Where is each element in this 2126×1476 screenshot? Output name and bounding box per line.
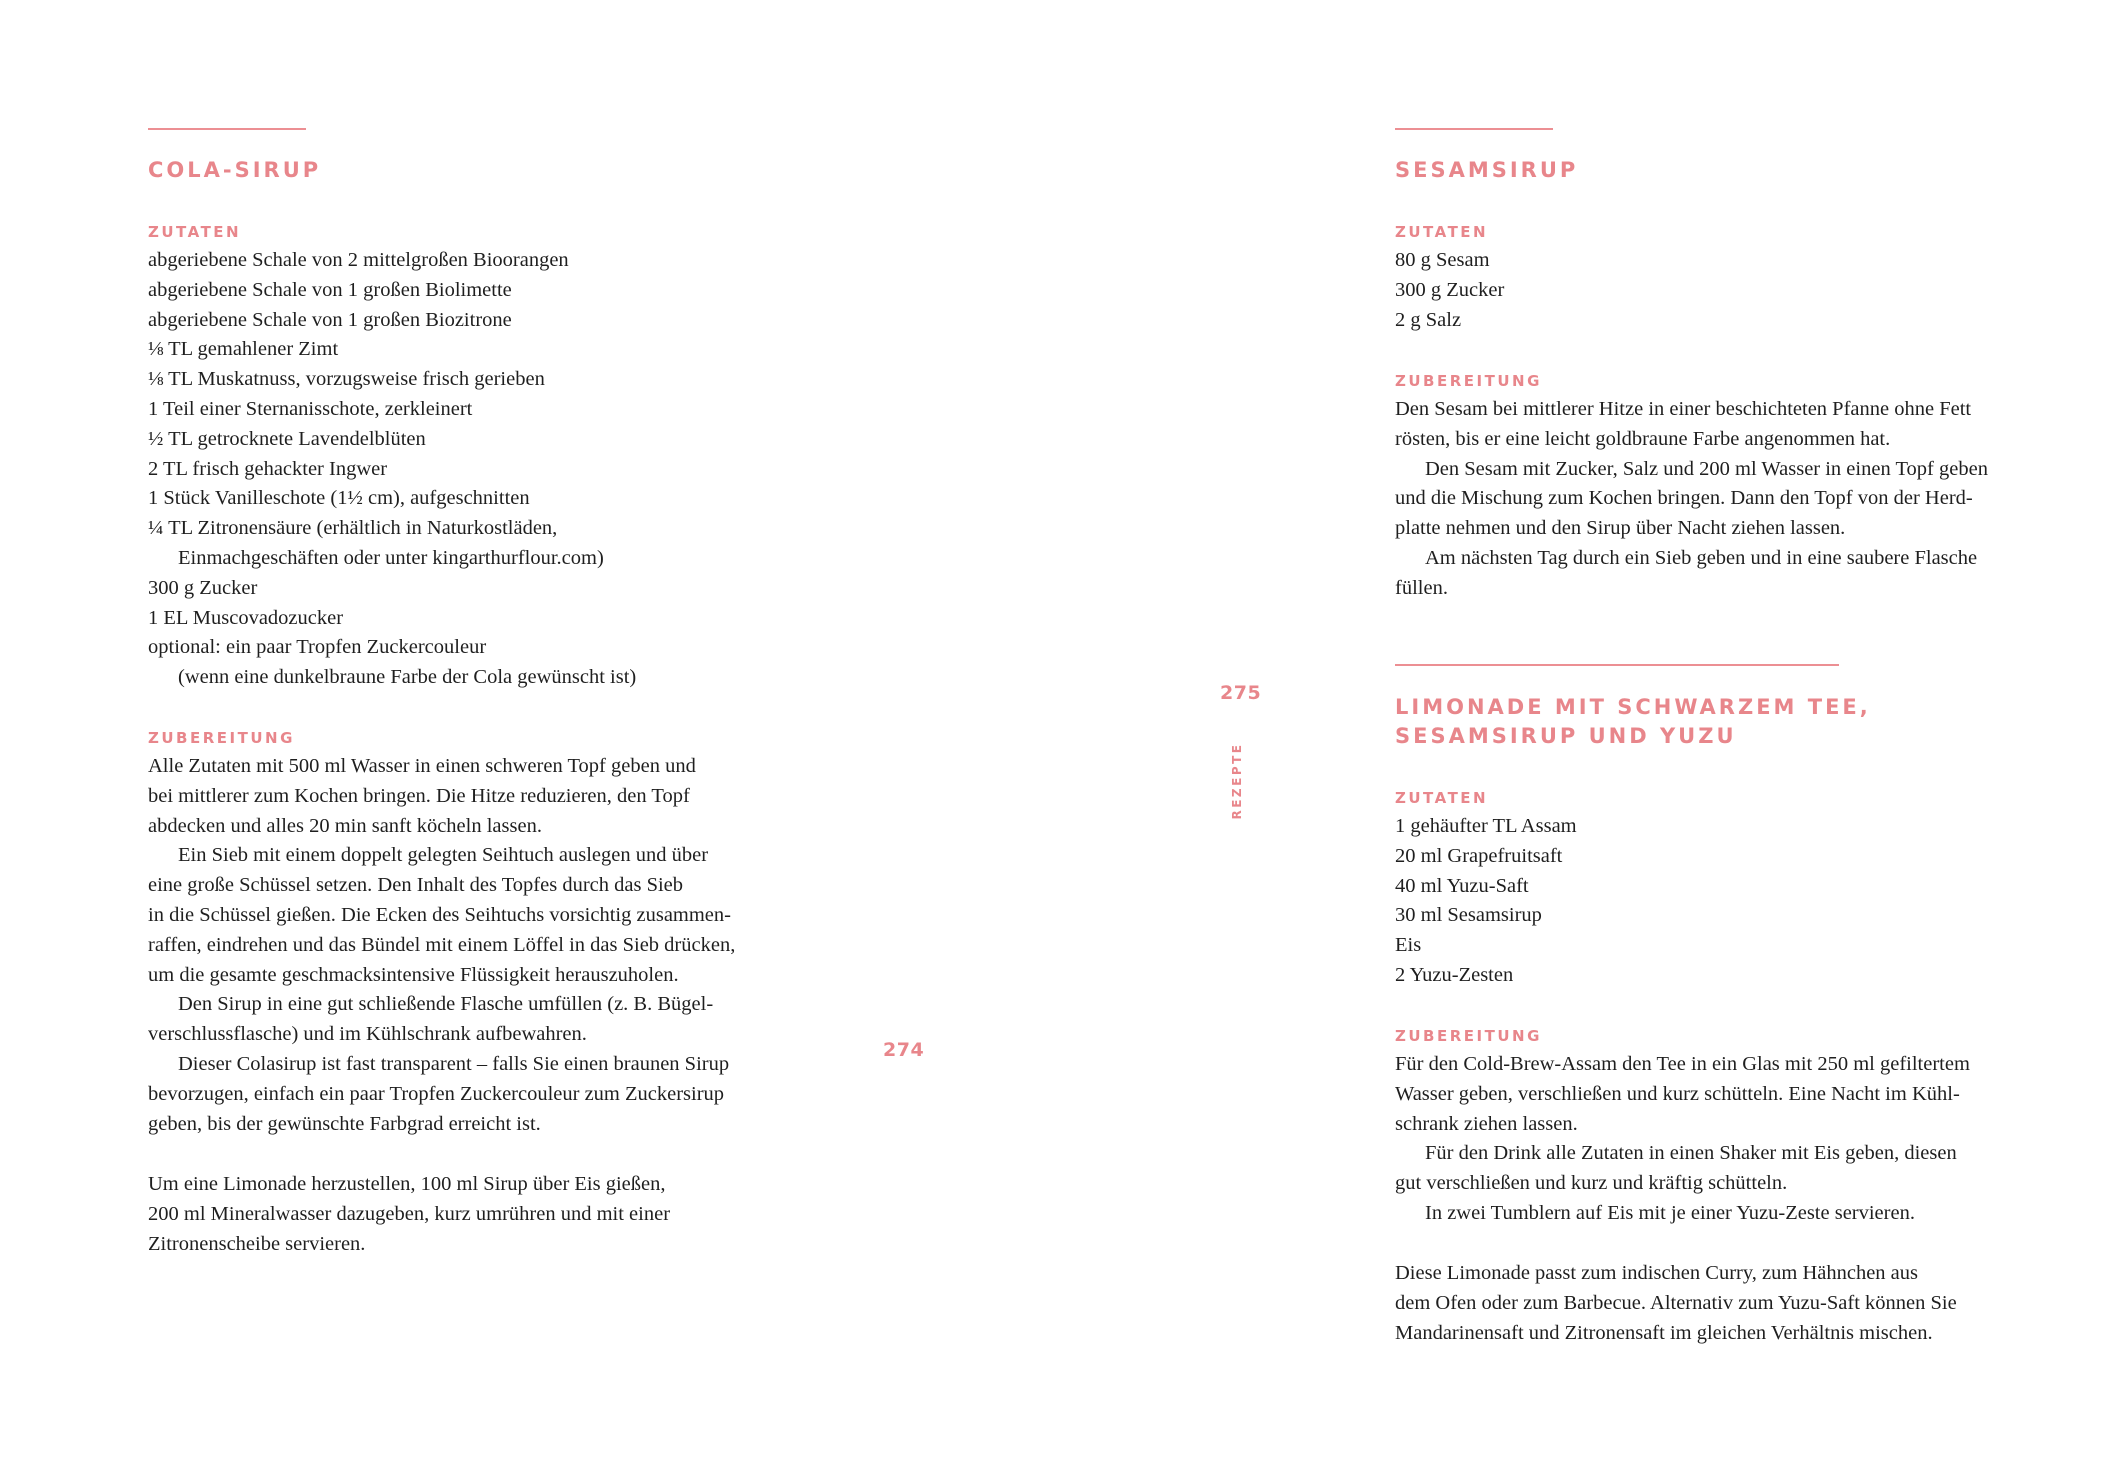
- ingredients-label: ZUTATEN: [1395, 223, 1489, 241]
- ingredient-line: 1 gehäufter TL Assam: [1395, 815, 1577, 837]
- preparation-text: [1395, 1050, 2095, 1229]
- preparation-line: Dieser Colasirup ist fast transparent – falls Sie einen braunen Sirup: [178, 1052, 730, 1075]
- note-line: Diese Limonade passt zum indischen Curry, zum Hähnchen aus: [1395, 1262, 1918, 1284]
- preparation-text: [148, 752, 828, 1139]
- preparation-line: abdecken und alles 20 min sanft köcheln lassen.: [148, 814, 542, 837]
- preparation-line: Den Sirup in eine gut schließende Flasche umfüllen (z. B. Bügel-: [178, 993, 714, 1016]
- ingredient-line: 30 ml Sesamsirup: [1395, 904, 1542, 927]
- note-line: Um eine Limonade herzustellen, 100 ml Sirup über Eis gießen,: [148, 1173, 666, 1195]
- recipe-title-line-2: SESAMSIRUP UND YUZU: [1395, 724, 1737, 748]
- title-rule: [148, 128, 306, 130]
- preparation-line: platte nehmen und den Sirup über Nacht ziehen lassen.: [1395, 517, 1846, 540]
- recipe-title: SESAMSIRUP: [1395, 158, 1579, 182]
- preparation-line: Alle Zutaten mit 500 ml Wasser in einen schweren Topf geben und: [148, 755, 696, 777]
- preparation-line: Den Sesam mit Zucker, Salz und 200 ml Wasser in einen Topf geben: [1425, 457, 1988, 480]
- ingredient-line: 1 Teil einer Sternanisschote, zerkleinert: [148, 397, 473, 420]
- ingredient-line: 1 EL Muscovadozucker: [148, 606, 344, 629]
- ingredients-list: [1395, 246, 2095, 335]
- preparation-line: Für den Drink alle Zutaten in einen Shaker mit Eis geben, diesen: [1425, 1142, 1957, 1165]
- ingredient-line: 80 g Sesam: [1395, 249, 1490, 271]
- preparation-line: gut verschließen und kurz und kräftig schütteln.: [1395, 1172, 1788, 1195]
- preparation-line: Für den Cold-Brew-Assam den Tee in ein Glas mit 250 ml gefiltertem: [1395, 1053, 1970, 1075]
- title-rule: [1395, 664, 1839, 666]
- running-head: REZEPTE: [1230, 742, 1244, 820]
- preparation-line: Am nächsten Tag durch ein Sieb geben und in eine saubere Flasche: [1425, 546, 1978, 569]
- preparation-line: in die Schüssel gießen. Die Ecken des Seihtuchs vorsichtig zusammen-: [148, 903, 731, 926]
- recipe-title: COLA-SIRUP: [148, 158, 322, 182]
- ingredient-line: optional: ein paar Tropfen Zuckercouleur: [148, 636, 487, 659]
- title-rule: [1395, 128, 1553, 130]
- ingredient-line: Einmachgeschäften oder unter kingarthurflour.com): [178, 546, 604, 569]
- note-line: Zitronenscheibe servieren.: [148, 1232, 366, 1255]
- ingredient-line: ⅛ TL gemahlener Zimt: [148, 338, 339, 361]
- ingredient-line: 20 ml Grapefruitsaft: [1395, 844, 1563, 867]
- note-line: dem Ofen oder zum Barbecue. Alternativ zum Yuzu-Saft können Sie: [1395, 1291, 1957, 1314]
- ingredient-line: 300 g Zucker: [148, 576, 258, 599]
- preparation-line: eine große Schüssel setzen. Den Inhalt des Topfes durch das Sieb: [148, 874, 684, 897]
- preparation-text: [1395, 395, 2095, 604]
- ingredient-line: 2 g Salz: [1395, 308, 1462, 331]
- ingredients-list: [148, 246, 828, 693]
- preparation-line: Ein Sieb mit einem doppelt gelegten Seihtuch auslegen und über: [178, 844, 709, 867]
- ingredient-line: ⅛ TL Muskatnuss, vorzugsweise frisch gerieben: [148, 368, 545, 391]
- ingredient-line: 2 Yuzu-Zesten: [1395, 963, 1514, 986]
- ingredient-line: 300 g Zucker: [1395, 278, 1505, 301]
- preparation-line: verschlussflasche) und im Kühlschrank aufbewahren.: [148, 1023, 587, 1046]
- note-line: Mandarinensaft und Zitronensaft im gleichen Verhältnis mischen.: [1395, 1321, 1933, 1344]
- preparation-line: rösten, bis er eine leicht goldbraune Farbe angenommen hat.: [1395, 427, 1891, 450]
- ingredient-line: 1 Stück Vanilleschote (1½ cm), aufgeschnitten: [148, 487, 530, 510]
- preparation-label: ZUBEREITUNG: [1395, 1027, 1542, 1045]
- preparation-line: schrank ziehen lassen.: [1395, 1112, 1578, 1135]
- ingredient-line: abgeriebene Schale von 1 großen Biozitrone: [148, 308, 512, 331]
- ingredient-line: 40 ml Yuzu-Saft: [1395, 874, 1529, 897]
- preparation-label: ZUBEREITUNG: [148, 729, 295, 747]
- ingredient-line: abgeriebene Schale von 2 mittelgroßen Bioorangen: [148, 249, 569, 271]
- ingredient-line: (wenn eine dunkelbraune Farbe der Cola gewünscht ist): [178, 666, 637, 689]
- preparation-line: um die gesamte geschmacksintensive Flüssigkeit herauszuholen.: [148, 963, 679, 986]
- preparation-line: Wasser geben, verschließen und kurz schütteln. Eine Nacht im Kühl-: [1395, 1082, 1960, 1105]
- ingredients-label: ZUTATEN: [1395, 789, 1489, 807]
- recipe-title-line-1: LIMONADE MIT SCHWARZEM TEE,: [1395, 695, 1871, 719]
- preparation-line: Den Sesam bei mittlerer Hitze in einer beschichteten Pfanne ohne Fett: [1395, 398, 1972, 420]
- serving-note: [1395, 1259, 2095, 1348]
- ingredients-label: ZUTATEN: [148, 223, 242, 241]
- ingredient-line: abgeriebene Schale von 1 großen Biolimette: [148, 278, 512, 301]
- preparation-line: bevorzugen, einfach ein paar Tropfen Zuckercouleur zum Zuckersirup: [148, 1082, 725, 1105]
- preparation-label: ZUBEREITUNG: [1395, 372, 1542, 390]
- page-number-left: 274: [883, 1039, 925, 1061]
- ingredients-list: [1395, 812, 2095, 991]
- preparation-line: In zwei Tumblern auf Eis mit je einer Yuzu-Zeste servieren.: [1425, 1201, 1915, 1224]
- preparation-line: geben, bis der gewünschte Farbgrad erreicht ist.: [148, 1112, 541, 1135]
- ingredient-line: Eis: [1395, 934, 1422, 957]
- preparation-line: raffen, eindrehen und das Bündel mit einem Löffel in das Sieb drücken,: [148, 933, 736, 956]
- preparation-line: und die Mischung zum Kochen bringen. Dann den Topf von der Herd-: [1395, 487, 1973, 510]
- note-line: 200 ml Mineralwasser dazugeben, kurz umrühren und mit einer: [148, 1202, 671, 1225]
- ingredient-line: 2 TL frisch gehackter Ingwer: [148, 457, 388, 480]
- ingredient-line: ¼ TL Zitronensäure (erhältlich in Naturkostläden,: [148, 517, 558, 540]
- preparation-line: füllen.: [1395, 576, 1448, 599]
- preparation-line: bei mittlerer zum Kochen bringen. Die Hitze reduzieren, den Topf: [148, 784, 690, 807]
- page-number-right: 275: [1220, 682, 1262, 704]
- ingredient-line: ½ TL getrocknete Lavendelblüten: [148, 427, 426, 450]
- serving-note: [148, 1170, 828, 1259]
